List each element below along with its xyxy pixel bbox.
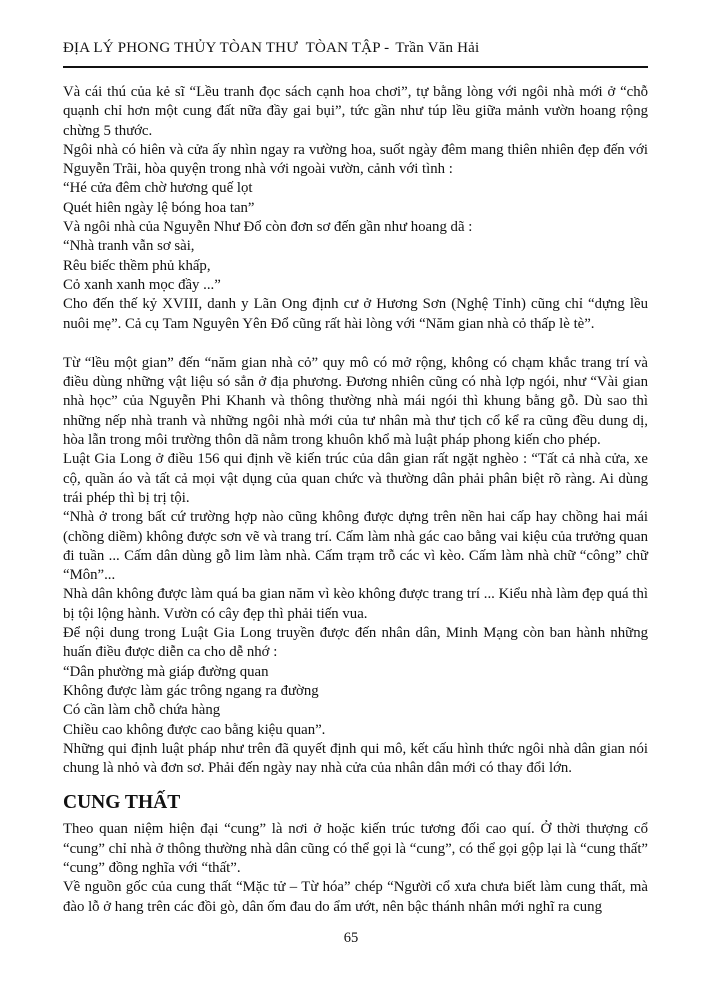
verse-line: Cỏ xanh xanh mọc đầy ...” — [63, 276, 221, 293]
section-heading-cung-that: CUNG THẤT — [63, 792, 181, 814]
page-header — [63, 40, 648, 57]
verse-line: “Dân phường mà giáp đường quan — [63, 663, 269, 680]
paragraph: Từ “lều một gian” đến “năm gian nhà cỏ” quy mô có mở rộng, không có chạm khắc trang trí và điều dùng những vật liệu só sẳn ở địa phương. Đương nhiên cũng có nhà lợp ngói, như “Vài gian nhà học” của Nguyễn Phi Khanh và thông thường nhà mái ngói thì khung bằng gỗ. Dù sao thì những nếp nhà tranh và những ngôi nhà mới của tư nhân mà thư tịch cổ kể ra cũng đều dung dị, hòa lẫn trong môi trường thôn dã nằm trong khuôn khổ mà luật pháp phong kiến cho phép. — [63, 354, 648, 449]
paragraph: Và ngôi nhà của Nguyễn Như Đổ còn đơn sơ đến gần như hoang dã : — [63, 219, 473, 236]
verse-line: “Hé cửa đêm chờ hương quế lọt — [63, 180, 253, 197]
paragraph: “Nhà ở trong bất cứ trường hợp nào cũng không được dựng trên nền hai cấp hay chồng hai mái (chồng diềm) không được sơn vẽ và trang trí. Cấm làm nhà gác cao bằng vai kiệu của trưởng quan đi tuần ... Cấm dân dùng gỗ lim làm nhà. Cấm trạm trỗ các vì kèo. Cấm làm nhà chữ “công” chữ “Môn”... — [63, 509, 648, 584]
paragraph: Cho đến thế kỷ XVIII, danh y Lãn Ong định cư ở Hương Sơn (Nghệ Tỉnh) cũng chỉ “dựng lều nuôi mẹ”. Cả cụ Tam Nguyên Yên Đổ cũng rất hài lòng với “Năm gian nhà cỏ thấp lè tè”. — [63, 296, 648, 332]
paragraph: Về nguồn gốc của cung thất “Mặc tử – Từ hóa” chép “Người cổ xưa chưa biết làm cung thất, mà đào lỗ ở hang trên các đồi gò, dân ốm đau do ẩm ướt, nên bậc thánh nhân mới nghĩ ra cung — [63, 879, 648, 915]
book-author: Trần Văn Hải — [395, 40, 480, 56]
verse-line: “Nhà tranh vẫn sơ sài, — [63, 238, 195, 255]
paragraph: Theo quan niệm hiện đại “cung” là nơi ở hoặc kiến trúc tương đối cao quí. Ở thời thượng cổ “cung” chỉ nhà ở thông thường nhà dân cũng có thể gọi là “cung”, có thể gọi gộp lại là “cung thất” “cung” đồng nghĩa với “thất”. — [63, 821, 648, 876]
page-body — [63, 83, 648, 917]
verse-line: Không được làm gác trông ngang ra đường — [63, 682, 319, 699]
paragraph: Luật Gia Long ở điều 156 qui định về kiến trúc của dân gian rất ngặt nghèo : “Tất cả nhà cửa, xe cộ, quần áo và tất cả mọi vật dụng của quan chức và thường dân phải phân biệt rõ ràng. Ai dùng trái phép thì bị trị tội. — [63, 451, 648, 506]
page-number: 65 — [343, 930, 359, 946]
paragraph-gap — [63, 334, 648, 354]
paragraph: Để nội dung trong Luật Gia Long truyền được đến nhân dân, Minh Mạng còn ban hành những huấn điều được diễn ca cho dễ nhớ : — [63, 625, 648, 661]
paragraph: Và cái thú của kẻ sĩ “Lều tranh đọc sách cạnh hoa chơi”, tự bằng lòng với ngôi nhà mới ở “chỗ quạnh chỉ hơn một cung đất nữa đầy gai bụi”, tức gần như túp lều giữa mảnh vườn hoang rộng chừng 5 thước. — [63, 84, 648, 139]
paragraph: Ngôi nhà có hiên và cửa ấy nhìn ngay ra vường hoa, suốt ngày đêm mang thiên nhiên đẹp đến với Nguyễn Trãi, hòa quyện trong nhà với ngoài vườn, cảnh với tình : — [63, 141, 648, 178]
verse-line: Chiều cao không được cao bằng kiệu quan”. — [63, 721, 326, 738]
header-divider-rule — [63, 66, 648, 68]
paragraph: Nhà dân không được làm quá ba gian năm vì kèo không được trang trí ... Kiểu nhà làm đẹp quá thì bị tội lộng hành. Vườn có cây đẹp thì phải tiến vua. — [63, 586, 648, 622]
verse-line: Quét hiên ngày lệ bóng hoa tan” — [63, 199, 255, 216]
verse-line: Rêu biếc thềm phủ khấp, — [63, 257, 211, 274]
paragraph: Những qui định luật pháp như trên đã quyết định qui mô, kết cấu hình thức ngôi nhà dân gian nói chung là nhỏ và đơn sơ. Phải đến ngày nay nhà cửa của nhân dân mới có thay đổi lớn. — [63, 740, 648, 777]
verse-line: Có cần làm chỗ chứa hàng — [63, 702, 221, 719]
book-title: ĐỊA LÝ PHONG THỦY TÒAN THƯ TÒAN TẬP - — [63, 40, 390, 56]
